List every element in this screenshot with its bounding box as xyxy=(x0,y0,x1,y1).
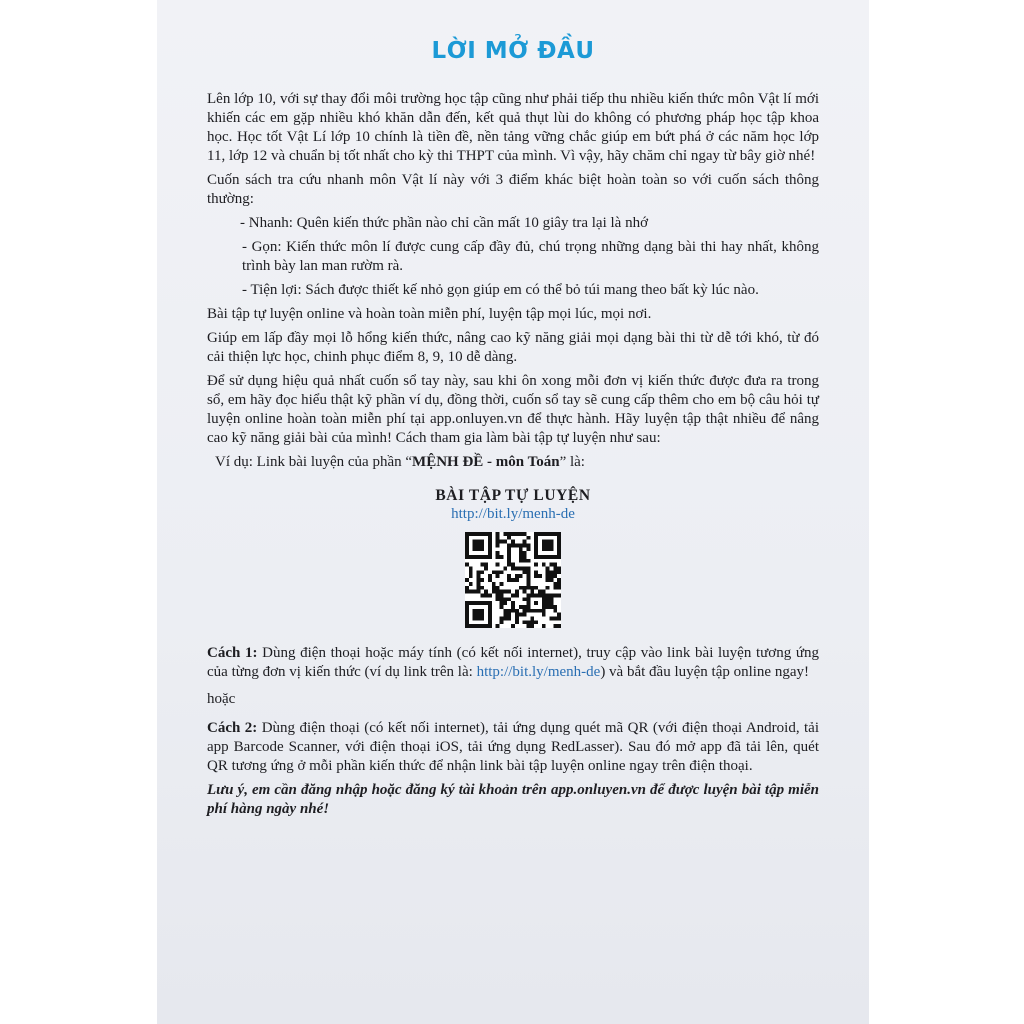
qr-code xyxy=(207,532,819,630)
features-intro: Cuốn sách tra cứu nhanh môn Vật lí này với 3 điểm khác biệt hoàn toàn so với cuốn sách thông thường: xyxy=(207,172,819,207)
login-note: Lưu ý, em cần đăng nhập hoặc đăng ký tài khoản trên app.onluyen.vn để được luyện bài tập miễn phí hàng ngày nhé! xyxy=(207,782,819,817)
feature-fast: - Nhanh: Quên kiến thức phần nào chỉ cần mất 10 giây tra lại là nhớ xyxy=(240,215,649,231)
exercise-box xyxy=(207,486,819,524)
example-line xyxy=(207,453,819,472)
usage-paragraph: Để sử dụng hiệu quả nhất cuốn sổ tay này, sau khi ôn xong mỗi đơn vị kiến thức được đưa ra trong sổ, em hãy đọc hiểu thật kỹ phần ví dụ, đồng thời, cuốn sổ tay sẽ cung cấp thêm cho em bộ câu hỏi tự luyện online hoàn toàn miễn phí tại app.onluyen.vn để thực hành. Hãy luyện tập thật nhiều để nâng cao kỹ năng giải bài của mình! Cách tham gia làm bài tập tự luyện như sau: xyxy=(207,373,819,446)
qr-code-icon xyxy=(465,532,561,628)
method-1-text-a: Dùng điện thoại hoặc máy tính (có kết nối internet), truy cập vào link bài luyện tương ứng của từng đơn vị kiến thức (ví dụ link trên là: xyxy=(207,645,820,680)
page-title: LỜI MỞ ĐẦU xyxy=(431,38,595,64)
or-text: hoặc xyxy=(207,691,236,707)
method-2-label: Cách 2: xyxy=(207,720,258,736)
example-suffix: ” là: xyxy=(559,454,585,470)
example-topic: MỆNH ĐỀ - môn Toán xyxy=(412,454,560,470)
method-1-text-b: ) và bắt đầu luyện tập online ngay! xyxy=(600,664,809,680)
fill-gaps: Giúp em lấp đầy mọi lỗ hổng kiến thức, nâng cao kỹ năng giải mọi dạng bài thi từ dễ tới khó, từ đó cải thiện lực học, chinh phục điểm 8, 9, 10 dễ dàng. xyxy=(207,330,819,365)
online-practice: Bài tập tự luyện online và hoàn toàn miễn phí, luyện tập mọi lúc, mọi nơi. xyxy=(207,306,652,322)
method-1-label: Cách 1: xyxy=(207,645,258,661)
example-prefix: Ví dụ: Link bài luyện của phần “ xyxy=(215,454,413,470)
feature-compact: - Gọn: Kiến thức môn lí được cung cấp đầy đủ, chú trọng những dạng bài thi hay nhất, không trình bày lan man rườm rà. xyxy=(242,239,819,274)
exercise-title: BÀI TẬP TỰ LUYỆN xyxy=(435,487,591,504)
page-body xyxy=(207,90,819,824)
method-2 xyxy=(207,719,819,776)
feature-convenient: - Tiện lợi: Sách được thiết kế nhỏ gọn giúp em có thể bỏ túi mang theo bất kỳ lúc nào. xyxy=(242,282,759,298)
exercise-link[interactable]: http://bit.ly/menh-de xyxy=(451,506,575,522)
method-1 xyxy=(207,644,819,682)
intro-paragraph: Lên lớp 10, với sự thay đổi môi trường học tập cũng như phải tiếp thu nhiều kiến thức môn Vật lí mới khiến các em gặp nhiều khó khăn dẫn đến, kết quả thụt lùi do không có phương pháp học tập khoa học. Học tốt Vật Lí lớp 10 chính là tiền đề, nền tảng vững chắc giúp em bứt phá ở các năm học lớp 11, lớp 12 và chuẩn bị tốt nhất cho kỳ thi THPT của mình. Vì vậy, hãy chăm chỉ ngay từ bây giờ nhé! xyxy=(207,91,819,164)
method-1-link[interactable]: http://bit.ly/menh-de xyxy=(476,664,601,680)
method-2-text: Dùng điện thoại (có kết nối internet), tải ứng dụng quét mã QR (với điện thoại Android, tải app Barcode Scanner, với điện thoại iOS, tải ứng dụng RedLasser). Sau đó mở app đã tải lên, quét QR tương ứng ở mỗi phần kiến thức để nhận link bài tập luyện online ngay trên điện thoại. xyxy=(207,720,820,774)
